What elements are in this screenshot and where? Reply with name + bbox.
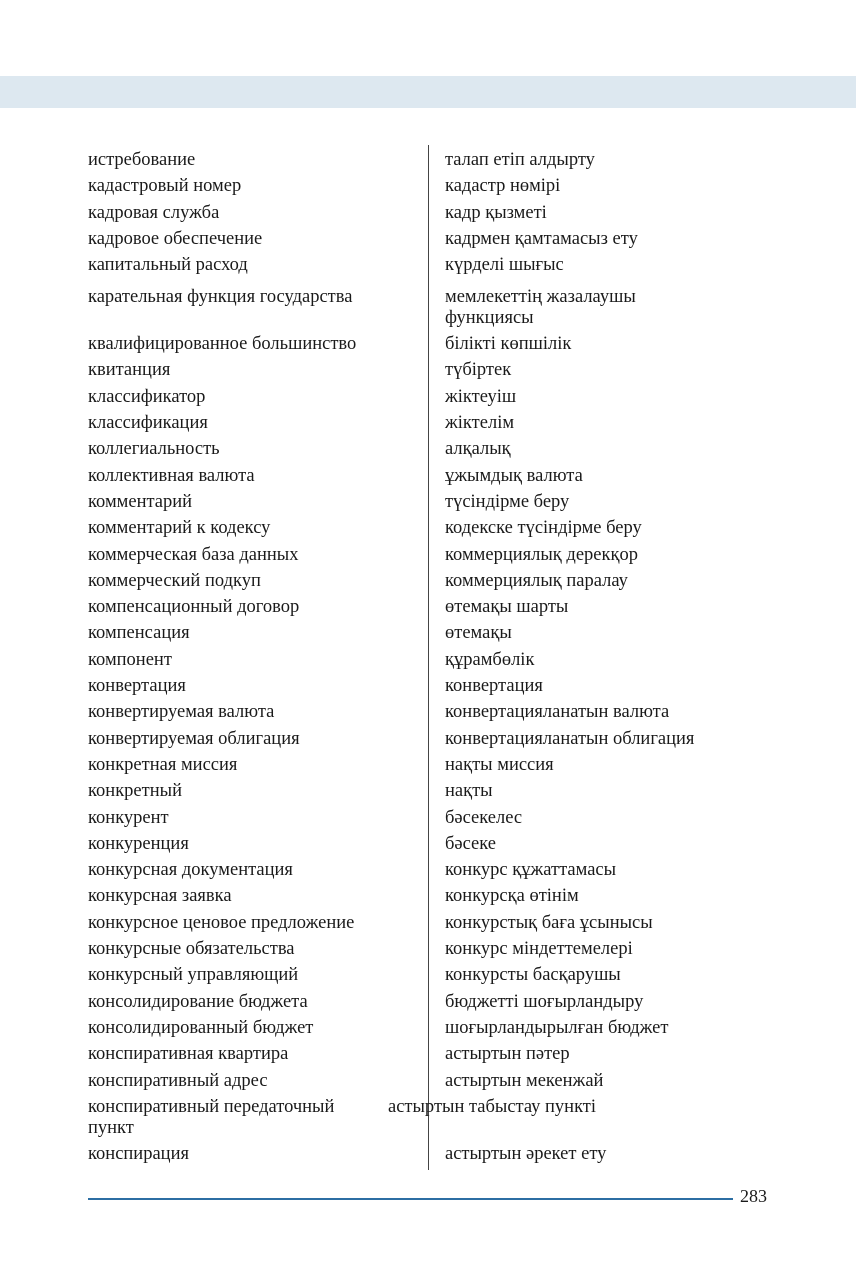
- glossary-row: [88, 886, 768, 907]
- kazakh-term: білікті көпшілік: [445, 334, 572, 355]
- glossary-row: [88, 913, 768, 934]
- glossary-row: [88, 176, 768, 197]
- kazakh-term: кадастр нөмірі: [445, 176, 561, 197]
- glossary-row: [88, 755, 768, 776]
- kazakh-term: мемлекеттің жазалаушы функциясы: [445, 287, 636, 329]
- russian-term: конкурсное ценовое предложение: [88, 912, 355, 933]
- kazakh-term: өтемақы: [445, 623, 512, 644]
- kazakh-term: бәсеке: [445, 833, 497, 854]
- glossary-row: [88, 1018, 768, 1039]
- russian-term: конспиративная квартира: [88, 1044, 289, 1065]
- russian-term: консолидирование бюджета: [88, 991, 308, 1012]
- glossary-row: [88, 203, 768, 224]
- russian-term: коллегиальность: [88, 439, 220, 460]
- russian-term: коллективная валюта: [88, 465, 255, 486]
- kazakh-term: ұжымдық валюта: [445, 465, 583, 486]
- glossary-row: [88, 1071, 768, 1092]
- kazakh-term: астыртын әрекет ету: [445, 1143, 607, 1164]
- kazakh-term: бәсекелес: [445, 807, 523, 828]
- kazakh-term: конвертацияланатын валюта: [445, 702, 670, 723]
- glossary-row: [88, 1044, 768, 1065]
- russian-term: конвертация: [88, 676, 186, 697]
- kazakh-term: түбіртек: [445, 360, 512, 381]
- russian-term: консолидированный бюджет: [88, 1017, 314, 1038]
- header-band: [0, 76, 856, 108]
- kazakh-term: коммерциялық паралау: [445, 570, 628, 591]
- glossary-row: [88, 150, 768, 171]
- glossary-row: [88, 334, 768, 355]
- russian-term: капитальный расход: [88, 255, 248, 276]
- russian-term: компенсационный договор: [88, 597, 300, 618]
- glossary-row: [88, 387, 768, 408]
- kazakh-term: жіктеуіш: [445, 386, 517, 407]
- glossary-row: [88, 1144, 768, 1165]
- glossary-row: [88, 255, 768, 276]
- glossary-row: [88, 729, 768, 750]
- russian-term: кадровое обеспечение: [88, 228, 263, 249]
- kazakh-term: конкурстық баға ұсынысы: [445, 912, 653, 933]
- glossary-row: [88, 834, 768, 855]
- glossary-row: [88, 650, 768, 671]
- kazakh-term: алқалық: [445, 439, 511, 460]
- kazakh-term: түсіндірме беру: [445, 491, 570, 512]
- russian-term: коммерческий подкуп: [88, 570, 261, 591]
- russian-term: компенсация: [88, 623, 190, 644]
- glossary-row: [88, 545, 768, 566]
- russian-term: конспирация: [88, 1143, 189, 1164]
- glossary-row: [88, 623, 768, 644]
- kazakh-term: жіктелім: [445, 413, 515, 434]
- russian-term: конкретная миссия: [88, 754, 238, 775]
- russian-term: компонент: [88, 649, 172, 670]
- russian-term: коммерческая база данных: [88, 544, 299, 565]
- russian-term: квитанция: [88, 360, 171, 381]
- kazakh-term: астыртын пәтер: [445, 1044, 570, 1065]
- kazakh-term: шоғырландырылған бюджет: [445, 1017, 669, 1038]
- kazakh-term: кадрмен қамтамасыз ету: [445, 228, 638, 249]
- glossary-row: [88, 229, 768, 250]
- russian-term: конкурсный управляющий: [88, 965, 299, 986]
- kazakh-term: күрделі шығыс: [445, 255, 564, 276]
- glossary-row: [88, 781, 768, 802]
- kazakh-term: құрамбөлік: [445, 649, 535, 670]
- glossary-row: [88, 965, 768, 986]
- glossary-row: [88, 439, 768, 460]
- kazakh-term: кадр қызметі: [445, 202, 547, 223]
- glossary-row: [88, 360, 768, 381]
- kazakh-term: астыртын табыстау пункті: [388, 1096, 597, 1117]
- kazakh-term: конвертацияланатын облигация: [445, 728, 695, 749]
- glossary-row: [88, 992, 768, 1013]
- glossary-row: [88, 466, 768, 487]
- russian-term: классификатор: [88, 386, 206, 407]
- glossary-row: [88, 676, 768, 697]
- russian-term: конвертируемая валюта: [88, 702, 275, 723]
- russian-term: комментарий: [88, 491, 193, 512]
- glossary-row: [88, 1097, 768, 1139]
- russian-term: классификация: [88, 413, 208, 434]
- kazakh-term: конкурс міндеттемелері: [445, 939, 633, 960]
- glossary-row: [88, 702, 768, 723]
- kazakh-term: өтемақы шарты: [445, 597, 569, 618]
- kazakh-term: нақты: [445, 781, 493, 802]
- glossary-row: [88, 571, 768, 592]
- page-number: 283: [740, 1186, 767, 1206]
- kazakh-term: астыртын мекенжай: [445, 1070, 604, 1091]
- russian-term: конкурсная заявка: [88, 886, 232, 907]
- glossary-row: [88, 939, 768, 960]
- kazakh-term: конкурс құжаттамасы: [445, 860, 617, 881]
- russian-term: кадастровый номер: [88, 176, 242, 197]
- kazakh-term: конвертация: [445, 676, 543, 697]
- glossary-table: [88, 150, 768, 1170]
- kazakh-term: кодекске түсіндірме беру: [445, 518, 642, 539]
- russian-term: конкурсная документация: [88, 860, 293, 881]
- glossary-row: [88, 518, 768, 539]
- kazakh-term: конкурсты басқарушы: [445, 965, 621, 986]
- kazakh-term: талап етіп алдырту: [445, 150, 595, 170]
- kazakh-term: бюджетті шоғырландыру: [445, 991, 644, 1012]
- russian-term: комментарий к кодексу: [88, 518, 271, 539]
- russian-term: конкурент: [88, 807, 169, 828]
- russian-term: квалифицированное большинство: [88, 334, 357, 355]
- glossary-row: [88, 808, 768, 829]
- russian-term: карательная функция государства: [88, 287, 353, 308]
- russian-term: кадровая служба: [88, 202, 220, 223]
- glossary-row: [88, 492, 768, 513]
- russian-term: конкурсные обязательства: [88, 939, 295, 960]
- russian-term: конкретный: [88, 781, 182, 802]
- glossary-row: [88, 597, 768, 618]
- glossary-row: [88, 413, 768, 434]
- kazakh-term: коммерциялық дерекқор: [445, 544, 638, 565]
- russian-term: конспиративный передаточный пункт: [88, 1096, 335, 1138]
- russian-term: конкуренция: [88, 833, 189, 854]
- russian-term: конспиративный адрес: [88, 1070, 268, 1091]
- glossary-row: [88, 287, 768, 329]
- footer-rule: [88, 1198, 733, 1200]
- kazakh-term: конкурсқа өтінім: [445, 886, 579, 907]
- glossary-row: [88, 860, 768, 881]
- russian-term: истребование: [88, 150, 196, 170]
- russian-term: конвертируемая облигация: [88, 728, 300, 749]
- kazakh-term: нақты миссия: [445, 754, 554, 775]
